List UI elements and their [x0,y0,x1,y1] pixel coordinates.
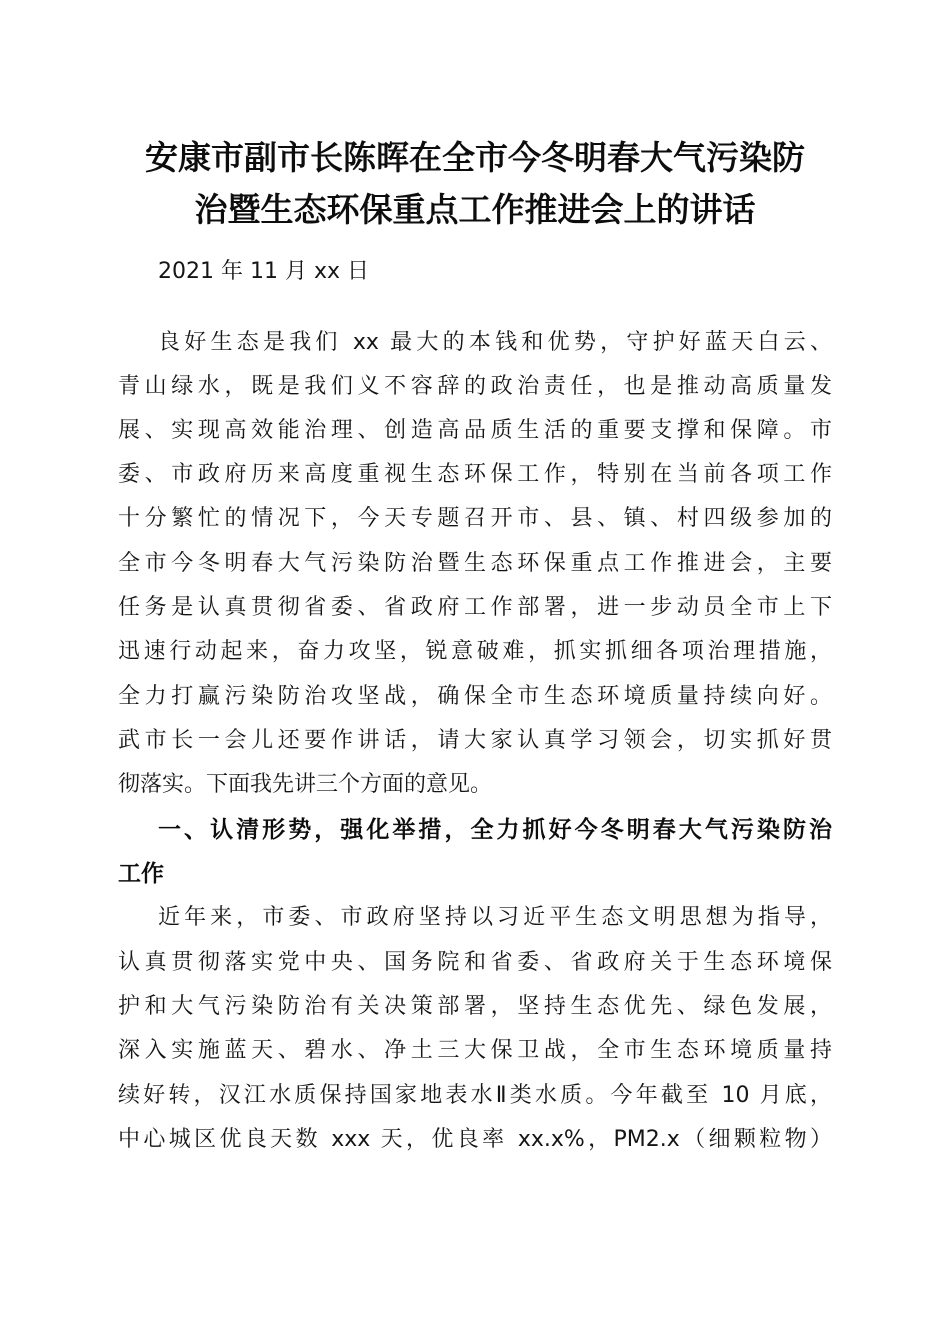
document-date: 2021 年 11 月 xx 日 [158,259,369,284]
paragraph-1-line: 良好生态是我们 xx 最大的本钱和优势，守护好蓝天白云、 [158,330,832,355]
paragraph-1-line: 青山绿水，既是我们义不容辞的政治责任，也是推动高质量发 [118,374,832,399]
paragraph-1-line: 迅速行动起来，奋力攻坚，锐意破难，抓实抓细各项治理措施， [118,639,832,664]
paragraph-2-line: 近年来，市委、市政府坚持以习近平生态文明思想为指导， [158,905,832,930]
document-title-line-1: 安康市副市长陈晖在全市今冬明春大气污染防 [145,138,805,177]
paragraph-1-line: 十分繁忙的情况下，今天专题召开市、县、镇、村四级参加的 [118,506,832,531]
paragraph-1-line: 展、实现高效能治理、创造高品质生活的重要支撑和保障。市 [118,418,832,443]
document-title-line-2: 治暨生态环保重点工作推进会上的讲话 [194,190,756,229]
paragraph-1-line: 全市今冬明春大气污染防治暨生态环保重点工作推进会，主要 [118,551,832,576]
paragraph-1-line: 任务是认真贯彻省委、省政府工作部署，进一步动员全市上下 [118,595,832,620]
section-heading-1-cont: 工作 [118,861,164,887]
paragraph-2-line: 续好转，汉江水质保持国家地表水Ⅱ类水质。今年截至 10 月底， [118,1083,832,1108]
paragraph-1-line: 彻落实。下面我先讲三个方面的意见。 [118,772,493,797]
paragraph-2-line: 深入实施蓝天、碧水、净土三大保卫战，全市生态环境质量持 [118,1038,832,1063]
paragraph-1-line: 委、市政府历来高度重视生态环保工作，特别在当前各项工作 [118,462,832,487]
paragraph-2-line: 中心城区优良天数 xxx 天，优良率 xx.x%，PM2.x（细颗粒物） [118,1127,832,1152]
paragraph-2-line: 护和大气污染防治有关决策部署，坚持生态优先、绿色发展， [118,994,832,1019]
paragraph-1-line: 全力打赢污染防治攻坚战，确保全市生态环境质量持续向好。 [118,684,832,709]
section-heading-1: 一、认清形势，强化举措，全力抓好今冬明春大气污染防治 [158,817,832,843]
paragraph-2-line: 认真贯彻落实党中央、国务院和省委、省政府关于生态环境保 [118,950,832,975]
paragraph-1-line: 武市长一会儿还要作讲话，请大家认真学习领会，切实抓好贯 [118,728,832,753]
